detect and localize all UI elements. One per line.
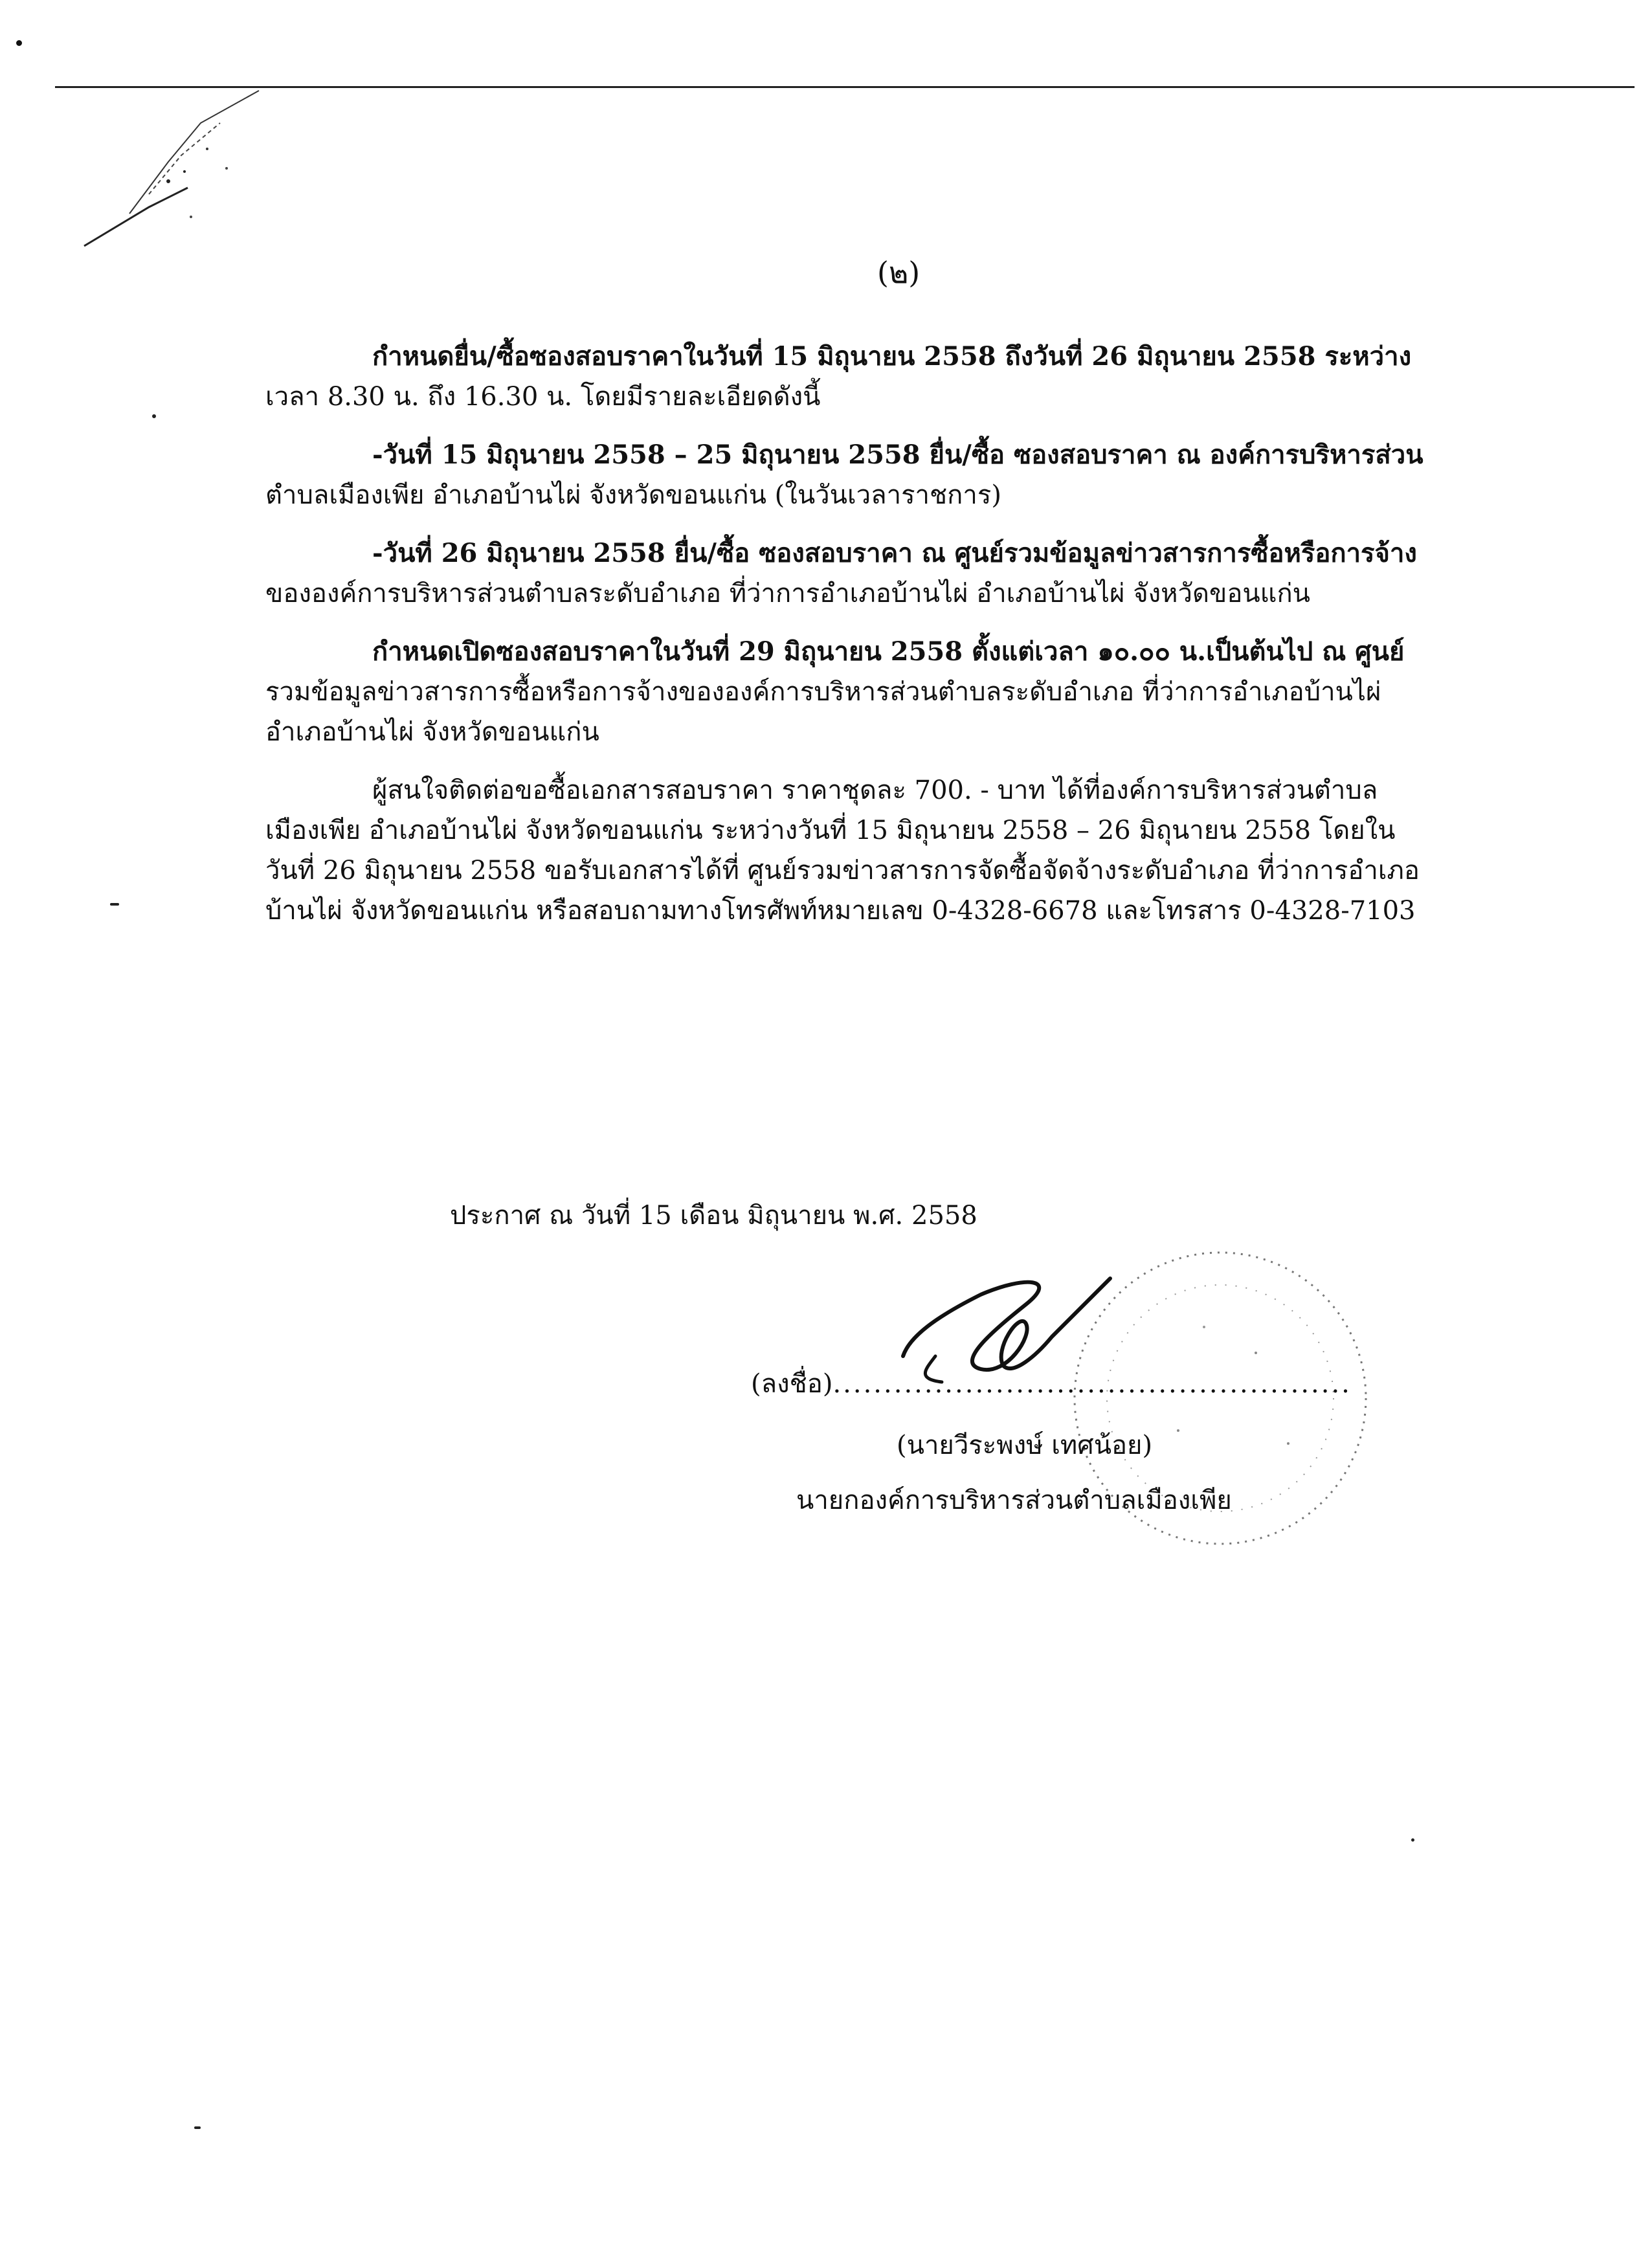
text-line: -วันที่ 26 มิถุนายน 2558 ยื่น/ซื้อ ซองสอบราคา ณ ศูนย์รวมข้อมูลข่าวสารการซื้อหรือการจ้าง <box>372 538 1417 568</box>
text-line: วันที่ 26 มิถุนายน 2558 ขอรับเอกสารได้ที่ ศูนย์รวมข่าวสารการจัดซื้อจัดจ้างระดับอำเภอ ที่ว่าการอำเภอ <box>265 856 1420 886</box>
signer-title: นายกองค์การบริหารส่วนตำบลเมืองเพีย <box>796 1486 1232 1515</box>
corner-speck <box>16 40 22 46</box>
signer-name: (นายวีระพงษ์ เทศน้อย) <box>897 1431 1153 1460</box>
paragraph-schedule-2 <box>265 533 1495 614</box>
text-line: -วันที่ 15 มิถุนายน 2558 – 25 มิถุนายน 2558 ยื่น/ซื้อ ซองสอบราคา ณ องค์การบริหารส่วน <box>372 440 1423 470</box>
paragraph-opening-date <box>265 632 1495 752</box>
scan-speck <box>152 414 156 418</box>
page-number: (๒) <box>877 255 921 290</box>
paragraph-schedule-1 <box>265 435 1495 515</box>
text-line: อำเภอบ้านไผ่ จังหวัดขอนแก่น <box>265 717 599 747</box>
sign-label: (ลงชื่อ) <box>751 1369 833 1399</box>
text-line: ขององค์การบริหารส่วนตำบลระดับอำเภอ ที่ว่าการอำเภอบ้านไผ่ อำเภอบ้านไผ่ จังหวัดขอนแก่น <box>265 579 1311 608</box>
scan-speck <box>110 903 119 906</box>
scan-speck <box>1411 1838 1414 1842</box>
text-line: บ้านไผ่ จังหวัดขอนแก่น หรือสอบถามทางโทรศัพท์หมายเลข 0-4328-6678 และโทรสาร 0-4328-7103 <box>265 896 1416 926</box>
text-line: กำหนดเปิดซองสอบราคาในวันที่ 29 มิถุนายน 2558 ตั้งแต่เวลา ๑๐.๐๐ น.เป็นต้นไป ณ ศูนย์ <box>372 636 1405 667</box>
signature-line <box>751 1363 1352 1404</box>
text-line: เมืองเพีย อำเภอบ้านไผ่ จังหวัดขอนแก่น ระหว่างวันที่ 15 มิถุนายน 2558 – 26 มิถุนายน 2558 โดยใน <box>265 816 1396 845</box>
top-rule-divider <box>55 86 1635 88</box>
paragraph-contact-info <box>265 770 1495 931</box>
signature-dots: ................................................... <box>832 1369 1352 1399</box>
margin-scribble-mark <box>71 84 285 259</box>
text-line: รวมข้อมูลข่าวสารการซื้อหรือการจ้างขององค์การบริหารส่วนตำบลระดับอำเภอ ที่ว่าการอำเภอบ้านไผ่ <box>265 677 1381 707</box>
scan-speck <box>194 2126 201 2129</box>
text-line: ผู้สนใจติดต่อขอซื้อเอกสารสอบราคา ราคาชุดละ 700. - บาท ได้ที่องค์การบริหารส่วนตำบล <box>372 775 1378 805</box>
paragraph-submission-period <box>265 337 1495 417</box>
text-line: ตำบลเมืองเพีย อำเภอบ้านไผ่ จังหวัดขอนแก่น (ในวันเวลาราชการ) <box>265 480 1001 510</box>
text-line: เวลา 8.30 น. ถึง 16.30 น. โดยมีรายละเอียดดังนี้ <box>265 382 821 412</box>
announcement-date: ประกาศ ณ วันที่ 15 เดือน มิถุนายน พ.ศ. 2558 <box>450 1201 977 1231</box>
announcement-body <box>265 337 1495 949</box>
text-line: กำหนดยื่น/ซื้อซองสอบราคาในวันที่ 15 มิถุนายน 2558 ถึงวันที่ 26 มิถุนายน 2558 ระหว่าง <box>372 341 1412 372</box>
